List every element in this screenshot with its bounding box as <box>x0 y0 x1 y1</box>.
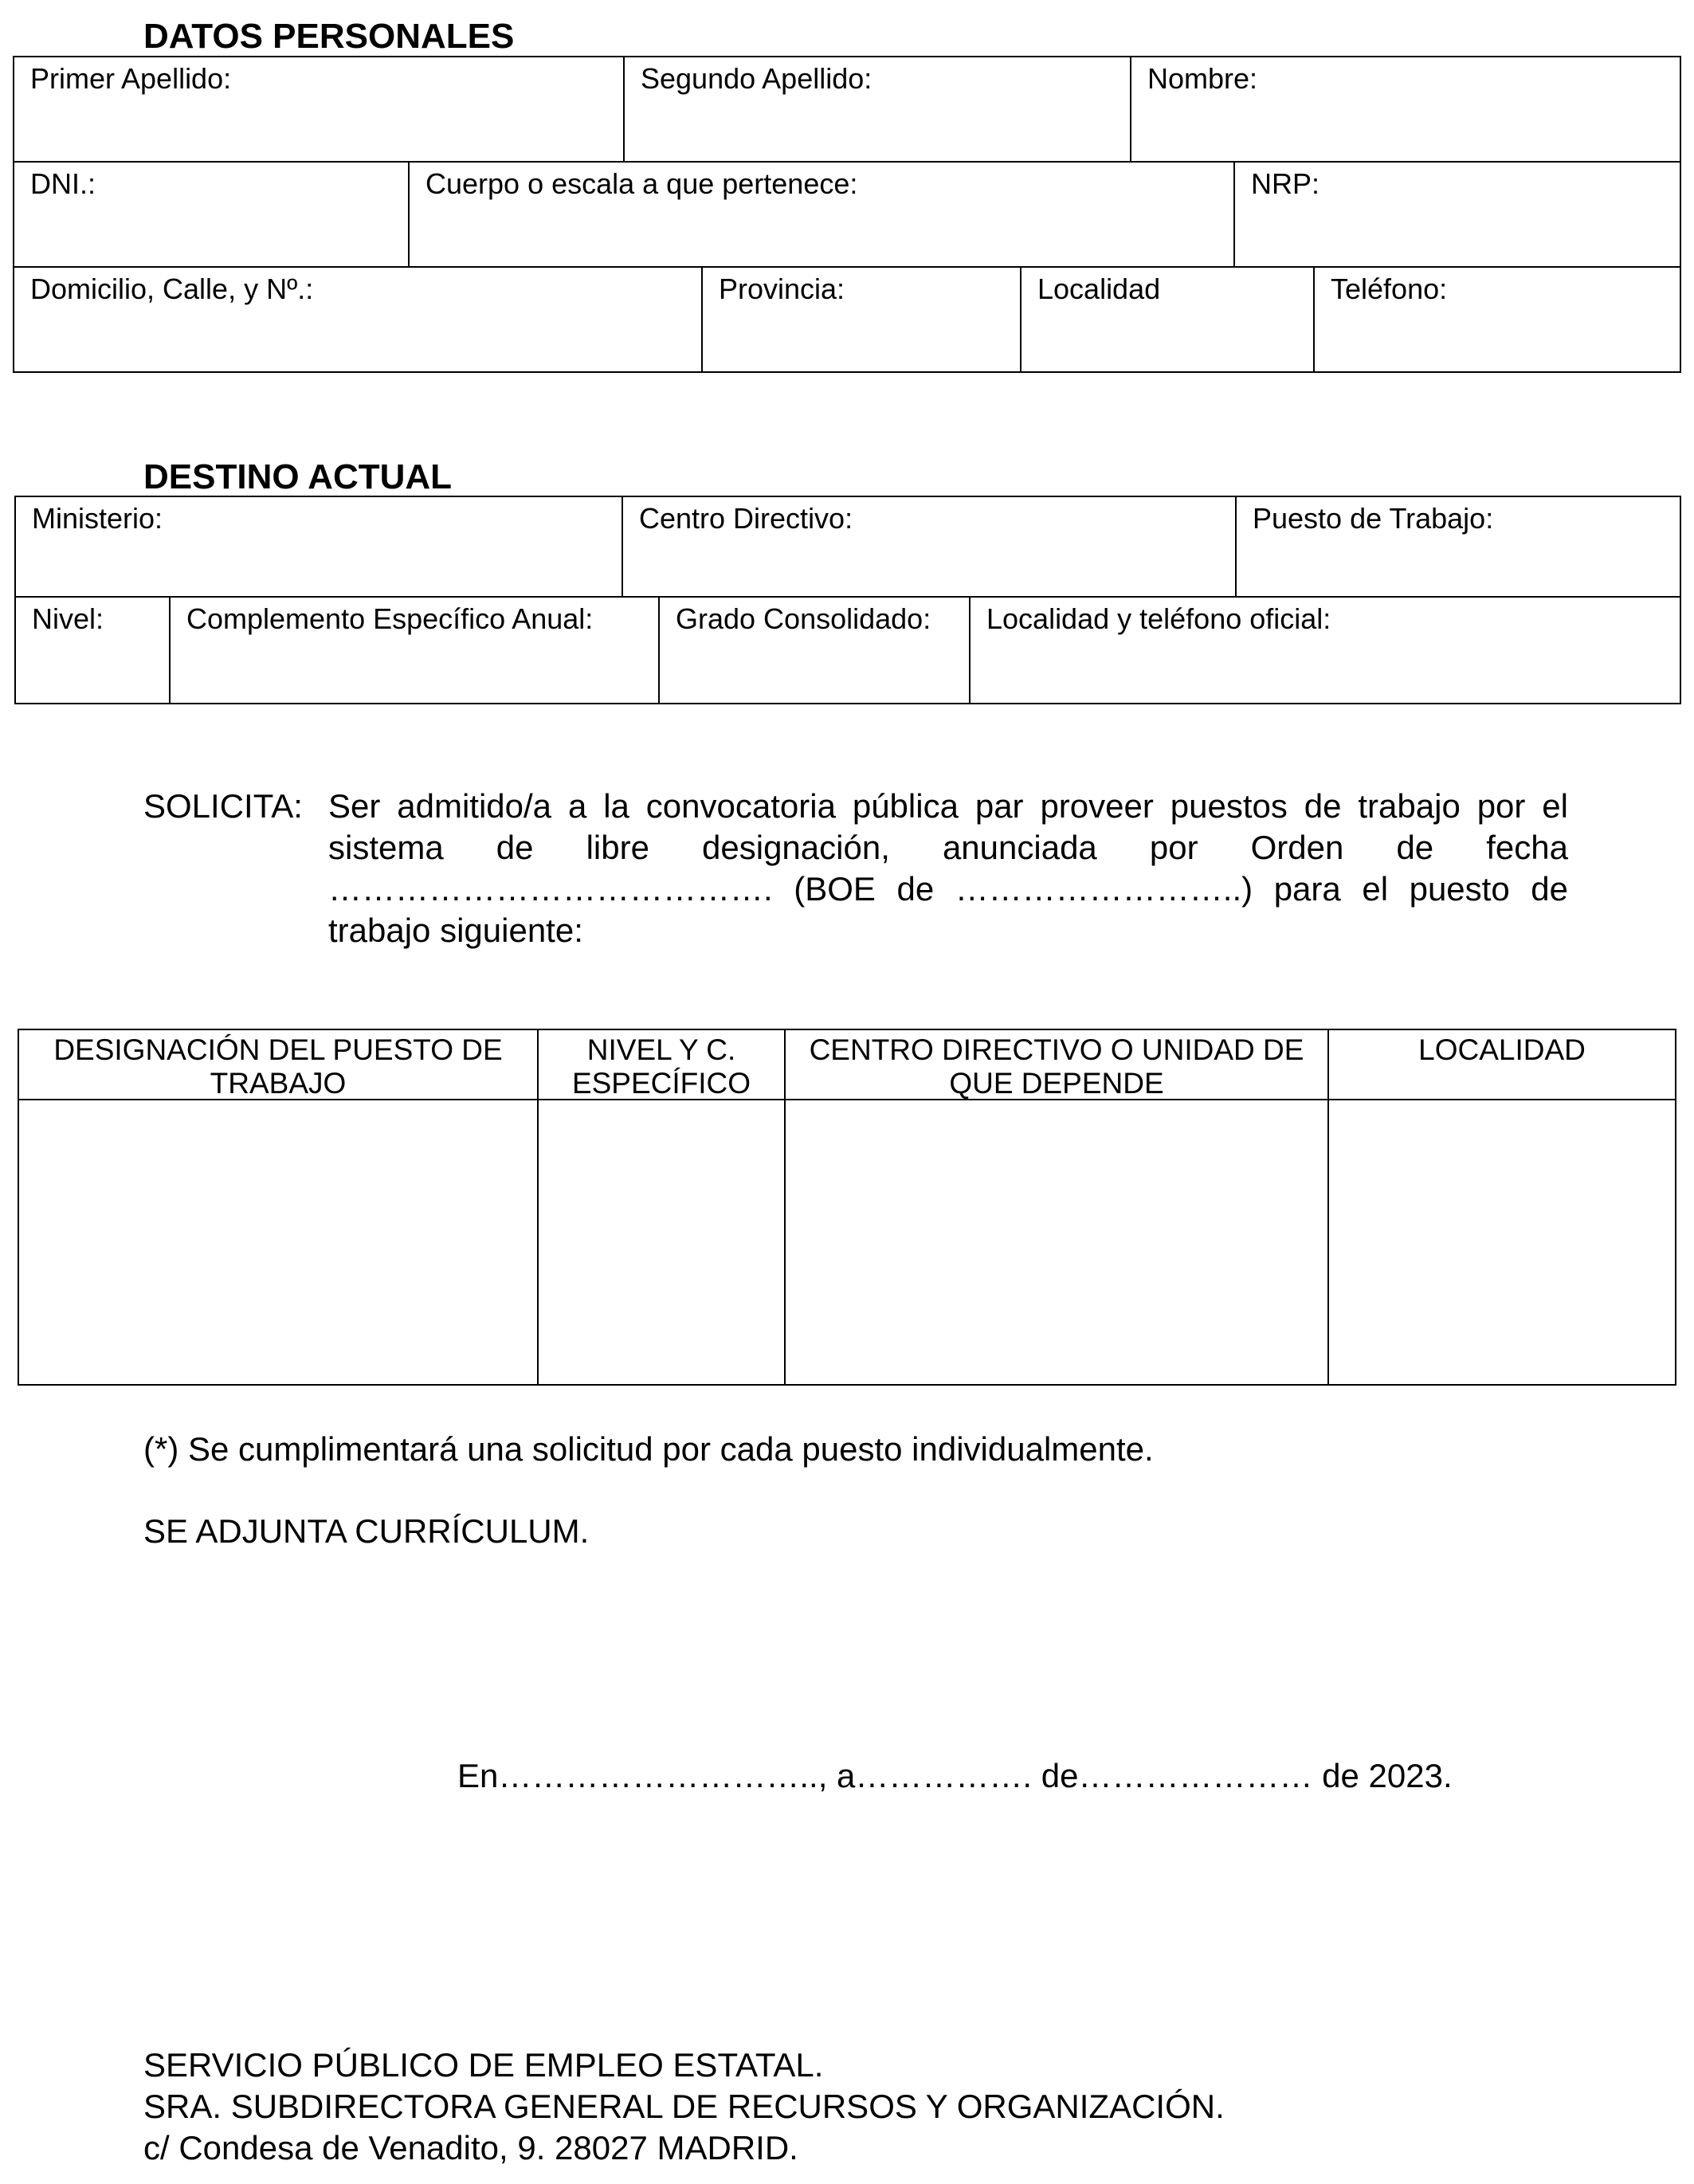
localidad-field[interactable] <box>1021 268 1315 371</box>
col-header-text: ESPECÍFICO <box>571 1067 751 1100</box>
ministerio-field[interactable] <box>16 497 623 598</box>
col-header-text: DESIGNACIÓN DEL PUESTO DE <box>53 1033 503 1066</box>
localidad-telefono-label: Localidad y teléfono oficial: <box>986 602 1331 635</box>
centro-directivo-field[interactable] <box>623 497 1237 598</box>
centro-directivo-label: Centro Directivo: <box>639 502 853 535</box>
address-line-3: c/ Condesa de Venadito, 9. 28027 MADRID. <box>143 2129 798 2166</box>
datos-personales-grid <box>13 56 1681 373</box>
provincia-label: Provincia: <box>719 273 845 305</box>
col-header-text: LOCALIDAD <box>1418 1033 1586 1066</box>
cell-localidad-input[interactable] <box>1329 1100 1675 1384</box>
col-header-text: QUE DEPENDE <box>949 1067 1164 1100</box>
col-header-designacion <box>19 1030 537 1100</box>
address-block <box>143 2045 1225 2169</box>
nivel-field[interactable] <box>16 598 171 703</box>
solicita-line-1: Ser admitido/a a la convocatoria pública par proveer puestos de trabajo por el <box>328 787 1568 825</box>
puesto-trabajo-field[interactable] <box>1237 497 1680 598</box>
puesto-trabajo-label: Puesto de Trabajo: <box>1253 502 1494 535</box>
segundo-apellido-label: Segundo Apellido: <box>641 62 872 95</box>
provincia-field[interactable] <box>703 268 1021 371</box>
complemento-label: Complemento Específico Anual: <box>186 602 594 635</box>
cell-nivel-input[interactable] <box>539 1100 784 1384</box>
telefono-field[interactable] <box>1315 268 1680 371</box>
telefono-label: Teléfono: <box>1331 273 1448 305</box>
col-header-text: CENTRO DIRECTIVO O UNIDAD DE <box>809 1033 1304 1066</box>
grado-label: Grado Consolidado: <box>676 602 931 635</box>
address-line-2: SRA. SUBDIRECTORA GENERAL DE RECURSOS Y ORGANIZACIÓN. <box>143 2088 1225 2125</box>
col-header-text: NIVEL Y C. <box>586 1033 736 1066</box>
adjunta-text: SE ADJUNTA CURRÍCULUM. <box>143 1512 590 1550</box>
destino-actual-title: DESTINO ACTUAL <box>143 457 453 496</box>
col-header-text: TRABAJO <box>210 1067 347 1100</box>
nombre-field[interactable] <box>1131 57 1680 163</box>
nombre-label: Nombre: <box>1147 62 1258 95</box>
cuerpo-field[interactable] <box>410 163 1235 268</box>
col-header-localidad <box>1329 1030 1675 1067</box>
cell-centro-input[interactable] <box>786 1100 1327 1384</box>
address-line-1: SERVICIO PÚBLICO DE EMPLEO ESTATAL. <box>143 2046 824 2084</box>
primer-apellido-field[interactable] <box>14 57 625 163</box>
solicita-label: SOLICITA: <box>143 787 303 825</box>
solicita-line-4: trabajo siguiente: <box>328 912 583 949</box>
ministerio-label: Ministerio: <box>32 502 163 535</box>
puestos-table <box>18 1029 1676 1386</box>
cuerpo-label: Cuerpo o escala a que pertenece: <box>425 167 858 200</box>
solicita-paragraph <box>328 786 1568 951</box>
domicilio-label: Domicilio, Calle, y Nº.: <box>30 273 314 305</box>
localidad-telefono-field[interactable] <box>971 598 1680 703</box>
segundo-apellido-field[interactable] <box>625 57 1131 163</box>
note-text: (*) Se cumplimentará una solicitud por cada puesto individualmente. <box>143 1430 1154 1468</box>
nrp-label: NRP: <box>1251 167 1320 200</box>
dni-field[interactable] <box>14 163 410 268</box>
solicita-line-3: …………………………………. (BOE de ……………………..) para el puesto de <box>328 870 1568 908</box>
cell-designacion-input[interactable] <box>19 1100 537 1384</box>
domicilio-field[interactable] <box>14 268 703 371</box>
localidad-label: Localidad <box>1037 273 1161 305</box>
primer-apellido-label: Primer Apellido: <box>30 62 232 95</box>
fecha-line[interactable]: En……………………….., a……………. de………………… de 2023. <box>457 1757 1453 1794</box>
nivel-label: Nivel: <box>32 602 104 635</box>
complemento-field[interactable] <box>171 598 660 703</box>
col-header-nivel <box>539 1030 784 1100</box>
destino-actual-grid <box>14 496 1681 704</box>
col-header-centro <box>786 1030 1327 1100</box>
datos-personales-title: DATOS PERSONALES <box>143 17 515 56</box>
dni-label: DNI.: <box>30 167 96 200</box>
grado-field[interactable] <box>660 598 971 703</box>
nrp-field[interactable] <box>1235 163 1680 268</box>
solicita-line-2: sistema de libre designación, anunciada por Orden de fecha <box>328 829 1568 866</box>
